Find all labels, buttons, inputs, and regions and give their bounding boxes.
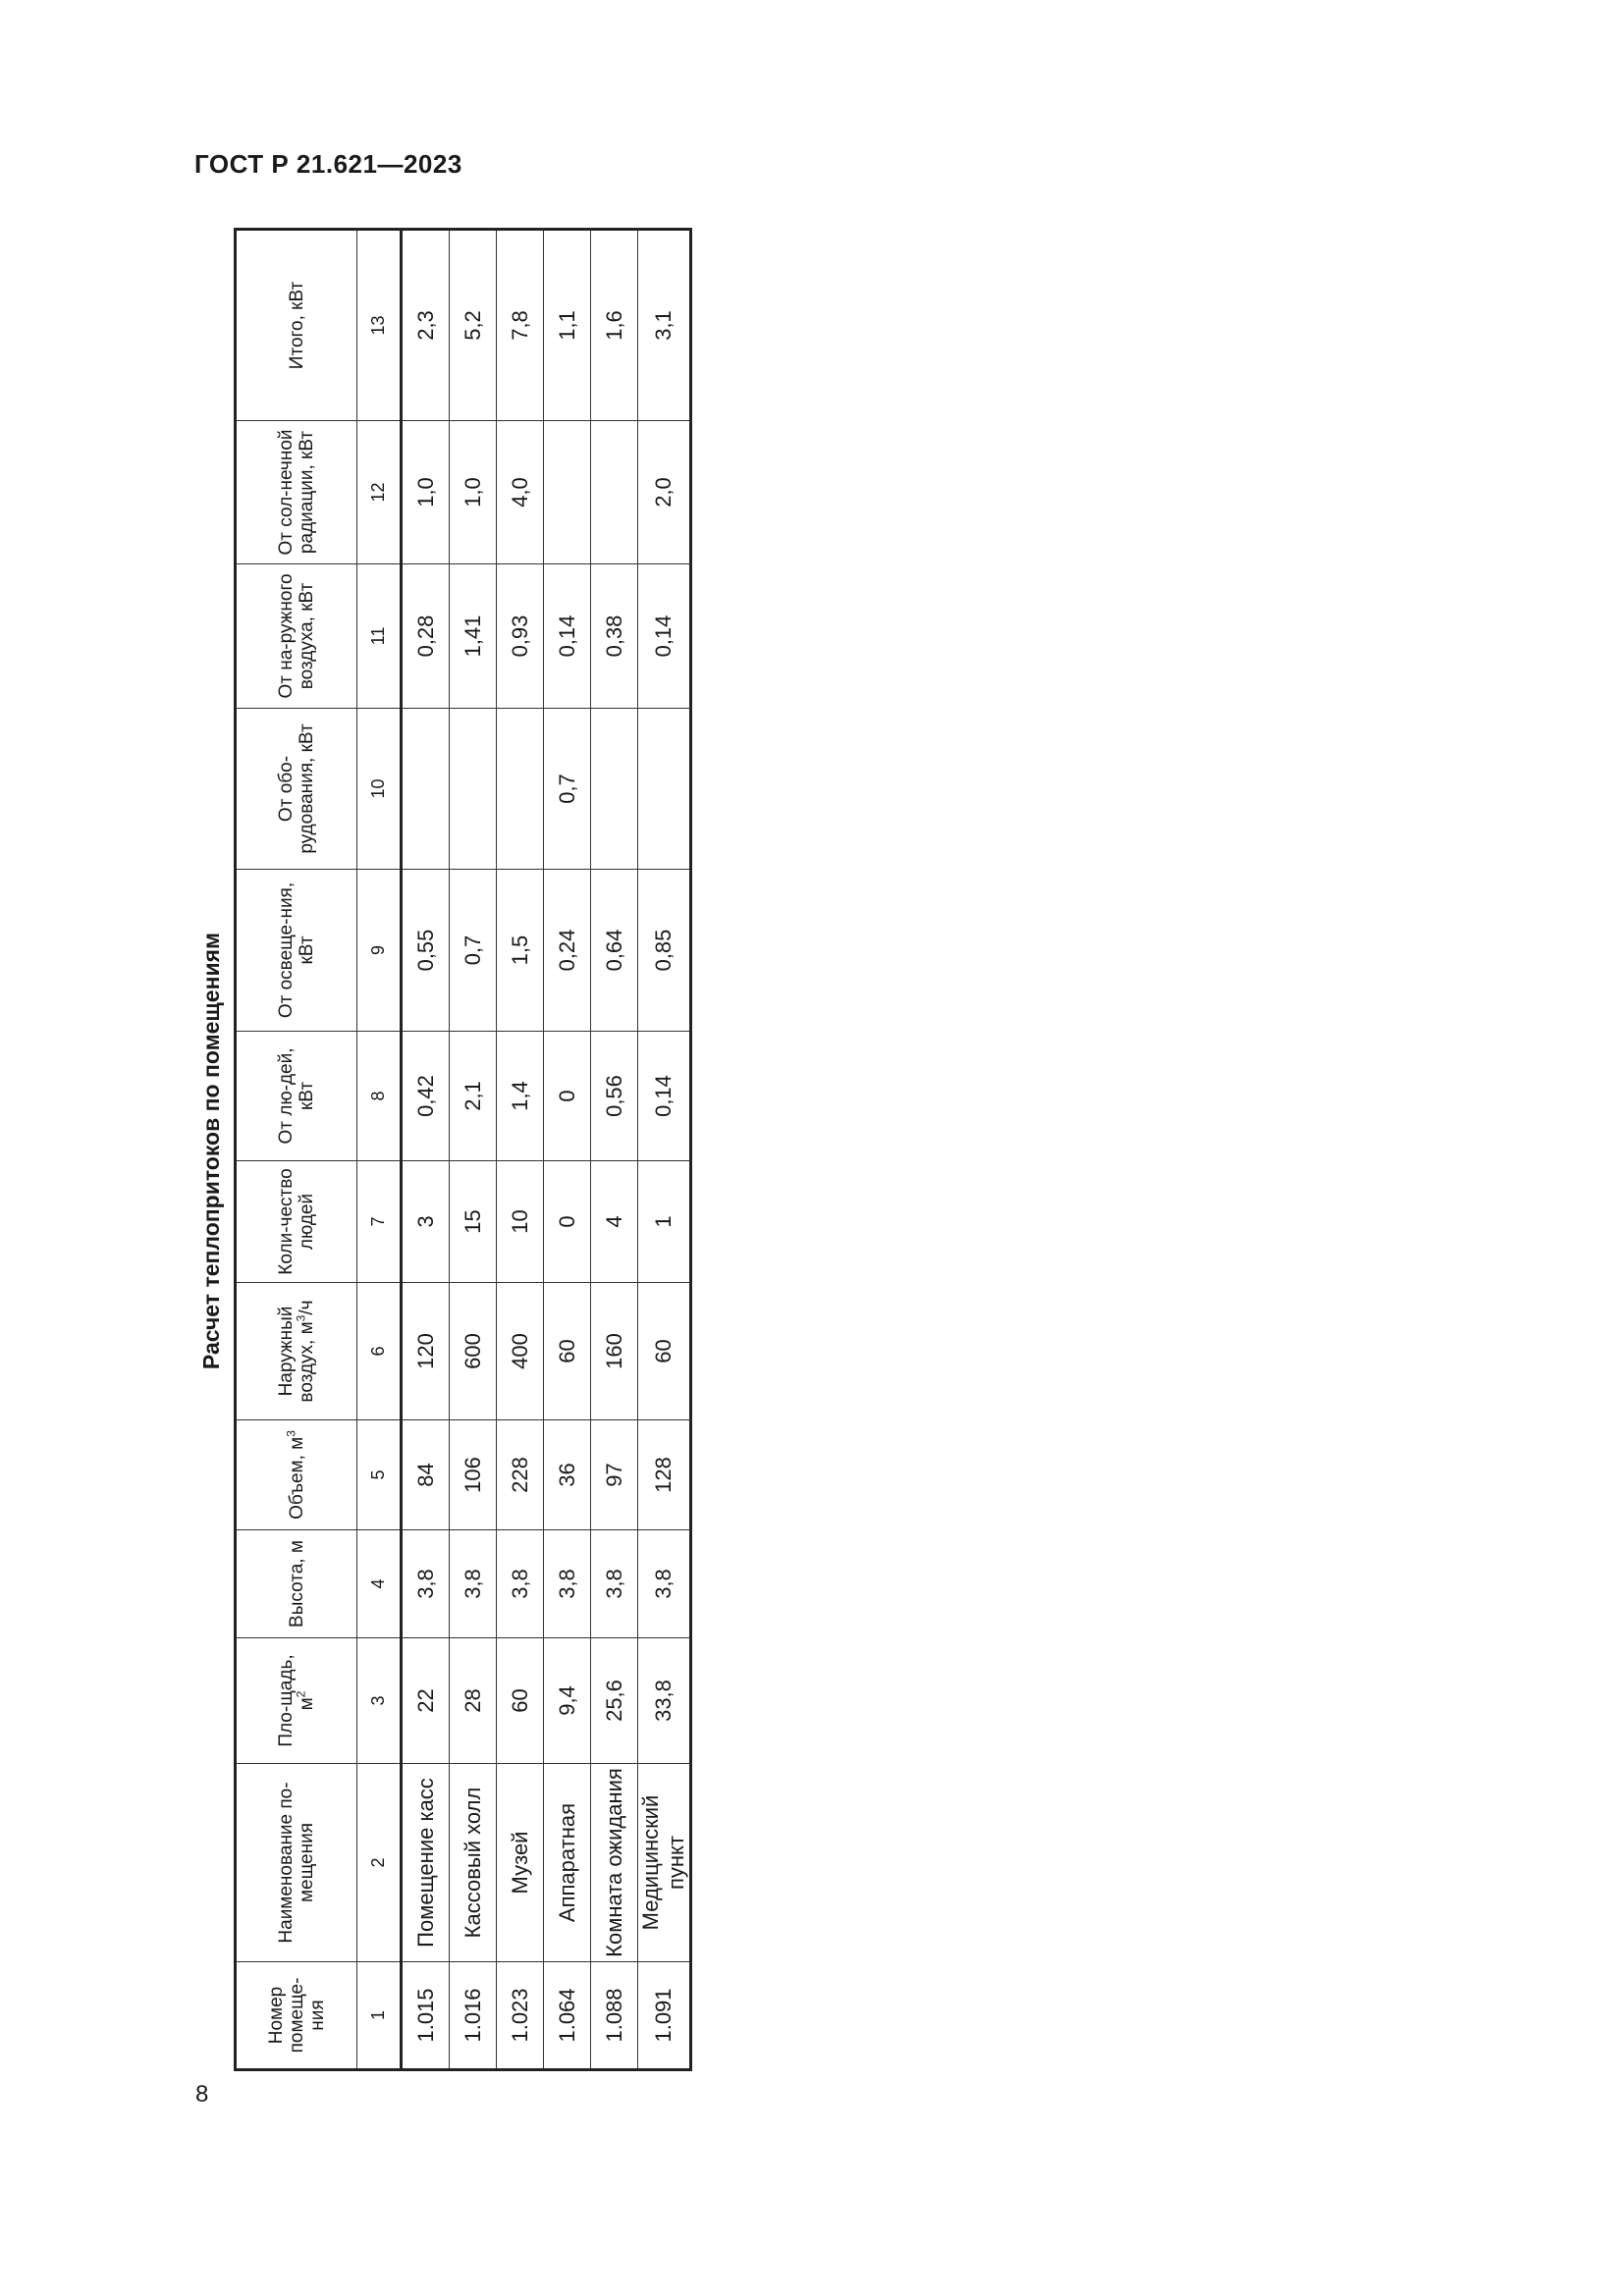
table-cell: Кассовый холл	[450, 1764, 497, 1962]
table-cell	[591, 709, 638, 870]
column-number-row	[357, 230, 402, 2070]
table-cell: 1,1	[544, 230, 591, 421]
table-row	[591, 230, 638, 2070]
table-cell: 3,8	[638, 1530, 691, 1638]
table-cell: Медицинский пункт	[638, 1764, 691, 1962]
table-cell	[591, 421, 638, 564]
table-cell: Музей	[497, 1764, 544, 1962]
table-cell: 1.091	[638, 1962, 691, 2070]
table-cell	[497, 709, 544, 870]
table-cell: 1,41	[450, 564, 497, 709]
column-number: 9	[357, 870, 402, 1032]
table-cell: 25,6	[591, 1638, 638, 1764]
table-cell: 120	[402, 1283, 450, 1420]
table-cell: 1,4	[497, 1032, 544, 1161]
table-row	[402, 230, 450, 2070]
table-cell: 0	[544, 1032, 591, 1161]
col-header-from-outdoor-air: От на-ружного воздуха, кВт	[236, 564, 357, 709]
table-cell: 2,0	[638, 421, 691, 564]
table-cell	[638, 709, 691, 870]
col-header-from-solar: От сол-нечной радиации, кВт	[236, 421, 357, 564]
table-cell: 0,28	[402, 564, 450, 709]
table-cell: 1.015	[402, 1962, 450, 2070]
table-cell: 9,4	[544, 1638, 591, 1764]
table-cell: 3,1	[638, 230, 691, 421]
table-cell: 1.088	[591, 1962, 638, 2070]
table-row	[450, 230, 497, 2070]
col-header-outdoor-air: Наружный воздух, $м^3/ч$	[236, 1283, 357, 1420]
table-cell: 3	[402, 1161, 450, 1283]
table-row	[497, 230, 544, 2070]
col-header-area: Пло-щадь, $м^2$	[236, 1638, 357, 1764]
table-cell: 0,85	[638, 870, 691, 1032]
column-number: 6	[357, 1283, 402, 1420]
table-cell: 0,14	[638, 1032, 691, 1161]
table-cell: 1.016	[450, 1962, 497, 2070]
column-number: 7	[357, 1161, 402, 1283]
page-number: 8	[195, 2081, 209, 2108]
table-cell: 0,56	[591, 1032, 638, 1161]
table-cell: 97	[591, 1420, 638, 1530]
col-header-height: Высота, м	[236, 1530, 357, 1638]
table-cell	[544, 421, 591, 564]
table-cell: 15	[450, 1161, 497, 1283]
table-cell: 3,8	[402, 1530, 450, 1638]
column-number: 13	[357, 230, 402, 421]
column-number: 3	[357, 1638, 402, 1764]
col-header-room-name: Наименование по-мещения	[236, 1764, 357, 1962]
table-cell: 3,8	[544, 1530, 591, 1638]
table-cell: 7,8	[497, 230, 544, 421]
table-caption: Расчет теплопритоков по помещениям	[198, 932, 224, 1370]
table-cell: 0,14	[638, 564, 691, 709]
table-row	[544, 230, 591, 2070]
table-cell: 36	[544, 1420, 591, 1530]
table-cell: 60	[497, 1638, 544, 1764]
table-cell: 160	[591, 1283, 638, 1420]
table-cell: 0,14	[544, 564, 591, 709]
table-cell: 10	[497, 1161, 544, 1283]
column-number: 8	[357, 1032, 402, 1161]
col-header-people-count: Коли-чество людей	[236, 1161, 357, 1283]
table-cell: 4	[591, 1161, 638, 1283]
table-cell: 22	[402, 1638, 450, 1764]
document-header: ГОСТ Р 21.621—2023	[194, 149, 462, 179]
table-row	[638, 230, 691, 2070]
table-cell: 3,8	[450, 1530, 497, 1638]
table-cell: Помещение касс	[402, 1764, 450, 1962]
table-cell	[402, 709, 450, 870]
table-cell: 2,1	[450, 1032, 497, 1161]
table-cell: 84	[402, 1420, 450, 1530]
header-row	[236, 230, 357, 2070]
col-header-room-number: Номер помеще-ния	[236, 1962, 357, 2070]
col-header-from-lighting: От освеще-ния, кВт	[236, 870, 357, 1032]
column-number: 12	[357, 421, 402, 564]
table-cell: 400	[497, 1283, 544, 1420]
column-number: 5	[357, 1420, 402, 1530]
heat-gain-table	[234, 228, 692, 2071]
table-cell: 0,7	[544, 709, 591, 870]
table-cell: 60	[638, 1283, 691, 1420]
column-number: 2	[357, 1764, 402, 1962]
table-cell: 0	[544, 1161, 591, 1283]
table-cell: 1,5	[497, 870, 544, 1032]
table-cell: 1.023	[497, 1962, 544, 2070]
table-cell: 28	[450, 1638, 497, 1764]
column-number: 11	[357, 564, 402, 709]
table-cell: 1,0	[450, 421, 497, 564]
table-cell: 106	[450, 1420, 497, 1530]
table-cell: 33,8	[638, 1638, 691, 1764]
table-cell: 2,3	[402, 230, 450, 421]
table-cell: 3,8	[497, 1530, 544, 1638]
table-cell: 1,0	[402, 421, 450, 564]
table-cell: 0,55	[402, 870, 450, 1032]
col-header-from-equipment: От обо-рудования, кВт	[236, 709, 357, 870]
table-cell: 1,6	[591, 230, 638, 421]
table-cell: 0,24	[544, 870, 591, 1032]
table-cell: 60	[544, 1283, 591, 1420]
table-cell: 4,0	[497, 421, 544, 564]
col-header-volume: Объем, $м^3$	[236, 1420, 357, 1530]
table-cell: 3,8	[591, 1530, 638, 1638]
table-cell: 1.064	[544, 1962, 591, 2070]
col-header-from-people: От лю-дей, кВт	[236, 1032, 357, 1161]
table-cell: Аппаратная	[544, 1764, 591, 1962]
column-number: 1	[357, 1962, 402, 2070]
table-cell	[450, 709, 497, 870]
table-cell: 1	[638, 1161, 691, 1283]
table-cell: 0,38	[591, 564, 638, 709]
table-cell: 5,2	[450, 230, 497, 421]
table-cell: 128	[638, 1420, 691, 1530]
table-cell: 0,93	[497, 564, 544, 709]
table-cell: 228	[497, 1420, 544, 1530]
table-cell: Комната ожидания	[591, 1764, 638, 1962]
table-cell: 600	[450, 1283, 497, 1420]
table-cell: 0,64	[591, 870, 638, 1032]
column-number: 4	[357, 1530, 402, 1638]
rotated-table-block	[189, 231, 692, 2071]
table-cell: 0,42	[402, 1032, 450, 1161]
table-cell: 0,7	[450, 870, 497, 1032]
col-header-total: Итого, кВт	[236, 230, 357, 421]
column-number: 10	[357, 709, 402, 870]
